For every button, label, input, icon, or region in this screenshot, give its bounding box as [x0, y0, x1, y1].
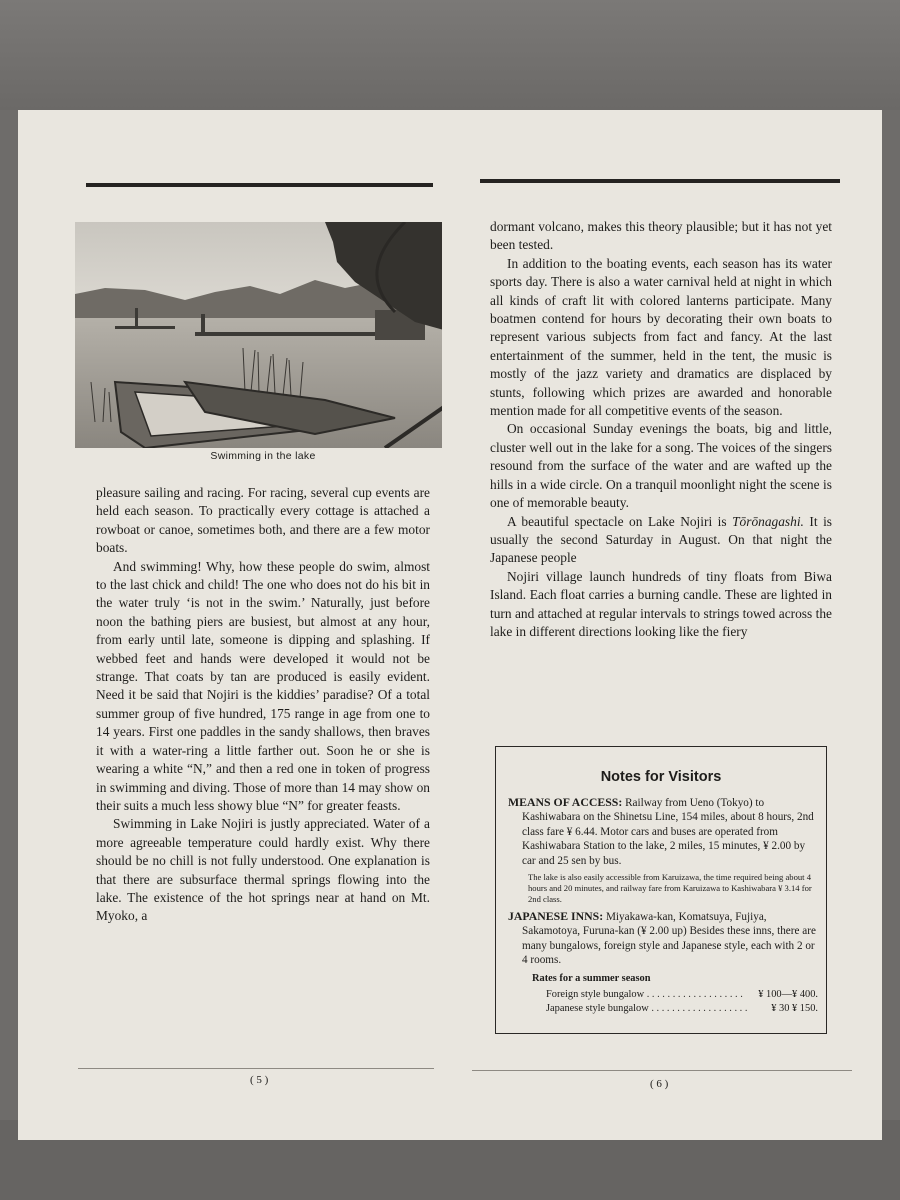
header-rule — [86, 183, 433, 187]
footer-rule — [78, 1068, 434, 1069]
spectacle-text: It is usually the second Saturday in August. On that night the Japanese people — [490, 513, 832, 566]
page-number: ( 5 ) — [250, 1074, 269, 1086]
page-number: ( 6 ) — [650, 1078, 669, 1090]
paragraph: In addition to the boating events, each season has its water sports day. There is also a water carnival held at night in which all kinds of craft lit with colored lanterns participate. Many boatmen contend for hours by decorating their own boats to represent various subjects from fact and fancy. At the last entertainment of the summer, held in the tent, the music is mostly of the jazz variety and dramatics are displaced by stunts, following which prizes are awarded and honorable mention made for all competitive events of the season. — [490, 255, 832, 419]
rate-value: ¥ 100—¥ 400. — [758, 989, 818, 1001]
left-page — [18, 110, 443, 1140]
rate-value: ¥ 30 ¥ 150. — [771, 1003, 818, 1015]
rate-row — [546, 988, 818, 1002]
left-text-column — [96, 484, 430, 926]
inns-section — [508, 909, 818, 968]
lake-photo — [75, 222, 451, 448]
toronagashi-term: Tōrōnagashi. — [732, 513, 804, 529]
paragraph: On occasional Sunday evenings the boats, big and little, cluster well out in the lake for a song. The voices of the singers resound from the surface of the water and are wafted up the hills in a wide circle. On a tranquil moonlight night the scene is one of memorable beauty. — [490, 421, 832, 511]
paragraph: pleasure sailing and racing. For racing, several cup events are held each season. To practically every cottage is attached a rowboat or canoe, sometimes both, and there are a few motor boats. — [96, 485, 430, 556]
rate-row — [546, 1002, 818, 1016]
paragraph: Swimming in Lake Nojiri is justly appreciated. Water of a more agreeable temperature could hardly exist. Why there should be no chill is not fully understood. One explanation is that there are subsurface thermal springs flowing into the lake. The existence of the hot springs near at hand on Mt. Myoko, a — [96, 816, 430, 924]
inns-heading: JAPANESE INNS: — [508, 909, 604, 924]
right-text-column — [490, 218, 832, 641]
rate-label: Foreign style bungalow — [546, 989, 645, 1001]
access-note: The lake is also easily accessible from Karuizawa, the time required being about 4 hours and 20 minutes, and railway fare from Karuizawa to Kashiwabara ¥ 3.14 for 2nd class. — [528, 872, 812, 905]
leader-dots: . . . . . . . . . . . . . . . . . . . — [648, 1003, 748, 1015]
rate-label: Japanese style bungalow — [546, 1003, 649, 1015]
notes-box — [495, 746, 827, 1034]
right-page — [442, 110, 882, 1140]
footer-rule — [472, 1070, 852, 1071]
notes-title: Notes for Visitors — [600, 769, 722, 785]
paragraph-spectacle — [490, 513, 832, 568]
header-rule — [480, 179, 840, 183]
paragraph: Nojiri village launch hundreds of tiny floats from Biwa Island. Each float carries a burning candle. These are lighted in turn and attached at regular intervals to strings towed across the lake in different directions looking like the fiery — [490, 568, 832, 639]
leader-dots: . . . . . . . . . . . . . . . . . . . — [644, 989, 743, 1001]
access-heading: MEANS OF ACCESS: — [508, 795, 623, 809]
inns-text: Miyakawa-kan, Komatsuya, Fujiya, Sakamotoya, Furuna-kan (¥ 2.00 up) Besides these inns, there are many bungalows, foreign style and Japanese style, each with 2 or 4 rooms. — [522, 911, 816, 967]
rates-title: Rates for a summer season — [532, 972, 651, 984]
photo-caption: Swimming in the lake — [210, 450, 316, 462]
access-text: Railway from Ueno (Tokyo) to Kashiwabara on the Shinetsu Line, 154 miles, about 8 hours, 2nd class fare ¥ 6.44. Motor cars and buses are operated from Kashiwabara Station to the lake, 2 miles, 15 minutes, ¥ 2.00 by car and 25 sen by bus. — [522, 797, 814, 867]
spectacle-text: A beautiful spectacle on Lake Nojiri is — [507, 513, 733, 529]
access-section — [508, 795, 818, 868]
paragraph: dormant volcano, makes this theory plausible; but it has not yet been tested. — [490, 219, 832, 253]
background-top — [0, 0, 900, 110]
notes-body — [508, 795, 818, 1016]
paragraph: And swimming! Why, how these people do swim, almost to the last chick and child! The one who does not do his bit in the water truly ‘is not in the swim.’ Naturally, just before noon the bathing piers are busiest, but almost at any hour, from early until late, someone is dipping and splashing. If webbed feet and hands were developed it would not be strange. That coats by tan are produced is easily evident. Need it be said that Nojiri is the kiddies’ paradise? Of a total summer group of five hundred, 175 range in age from one to 14 years. First one paddles in the sandy shallows, then braves it with a water-ring a little farther out. Soon he or she is wearing a white “N,” and then a red one in token of progress in swimming and diving. Those of more than 14 may show on their suits a much less showy blue “N” for greater feasts. — [96, 558, 430, 813]
